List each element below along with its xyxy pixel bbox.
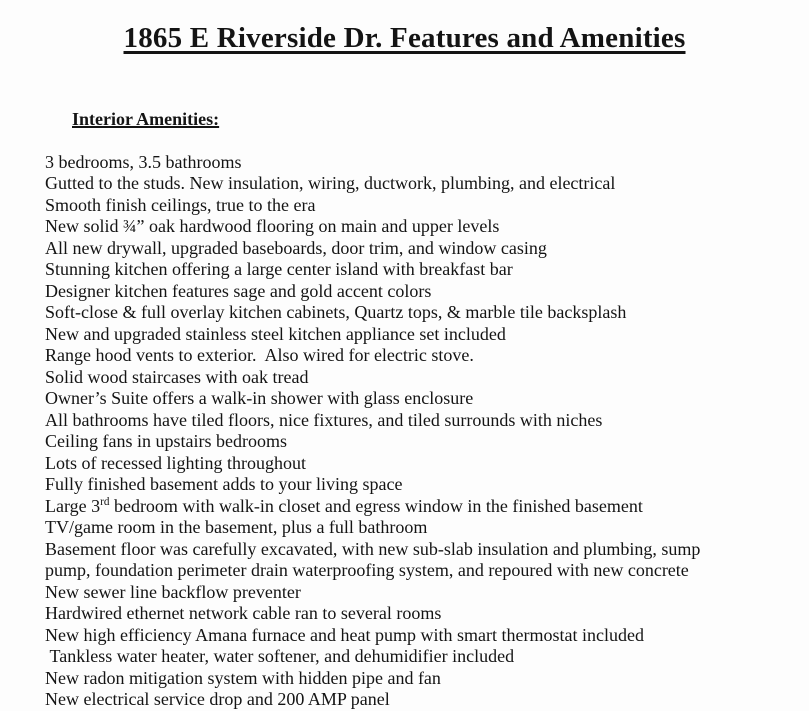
feature-line: Gutted to the studs. New insulation, wiring, ductwork, plumbing, and electrical xyxy=(45,173,616,193)
feature-line-post: bedroom with walk-in closet and egress window in the finished basement xyxy=(109,495,643,516)
document-page xyxy=(0,21,809,709)
feature-line: Solid wood staircases with oak tread xyxy=(45,366,309,387)
feature-line: Ceiling fans in upstairs bedrooms xyxy=(45,431,287,451)
ordinal-superscript: rd xyxy=(100,495,110,508)
feature-line: Owner’s Suite offers a walk-in shower with glass enclosure xyxy=(45,388,474,408)
document-title-text: 1865 E Riverside Dr. Features and Amenities xyxy=(123,22,686,54)
feature-line: Smooth finish ceilings, true to the era xyxy=(45,194,316,215)
feature-line: New radon mitigation system with hidden pipe and fan xyxy=(45,667,441,688)
feature-line: New sewer line backflow preventer xyxy=(45,581,301,602)
feature-line: Range hood vents to exterior. Also wired for electric stove. xyxy=(45,345,474,365)
feature-line: TV/game room in the basement, plus a full bathroom xyxy=(45,517,428,537)
feature-line: New and upgraded stainless steel kitchen appliance set included xyxy=(45,323,506,344)
document-title xyxy=(0,21,809,55)
section-heading-line xyxy=(45,87,781,152)
feature-line: All new drywall, upgraded baseboards, door trim, and window casing xyxy=(45,237,547,258)
section-heading: Interior Amenities: xyxy=(72,108,220,129)
feature-line: New solid ¾” oak hardwood flooring on main and upper levels xyxy=(45,216,500,236)
feature-line xyxy=(45,496,781,518)
feature-line: Designer kitchen features sage and gold accent colors xyxy=(45,280,432,301)
feature-line: Basement floor was carefully excavated, with new sub-slab insulation and plumbing, sump xyxy=(45,538,701,559)
document-body xyxy=(0,87,809,711)
feature-line: Lots of recessed lighting throughout xyxy=(45,452,306,473)
feature-line: Stunning kitchen offering a large center island with breakfast bar xyxy=(45,259,513,279)
feature-line: pump, foundation perimeter drain waterproofing system, and repoured with new concrete xyxy=(45,560,689,580)
feature-line-pre: Large 3 xyxy=(45,495,101,516)
feature-line: New high efficiency Amana furnace and heat pump with smart thermostat included xyxy=(45,624,644,645)
feature-line: Fully finished basement adds to your living space xyxy=(45,474,403,494)
feature-line: 3 bedrooms, 3.5 bathrooms xyxy=(45,151,242,172)
feature-line: All bathrooms have tiled floors, nice fixtures, and tiled surrounds with niches xyxy=(45,409,603,430)
feature-line: Tankless water heater, water softener, and dehumidifier included xyxy=(45,646,515,666)
feature-line: New electrical service drop and 200 AMP panel xyxy=(45,689,390,709)
feature-line: Soft-close & full overlay kitchen cabinets, Quartz tops, & marble tile backsplash xyxy=(45,302,627,322)
feature-line: Hardwired ethernet network cable ran to several rooms xyxy=(45,603,442,623)
